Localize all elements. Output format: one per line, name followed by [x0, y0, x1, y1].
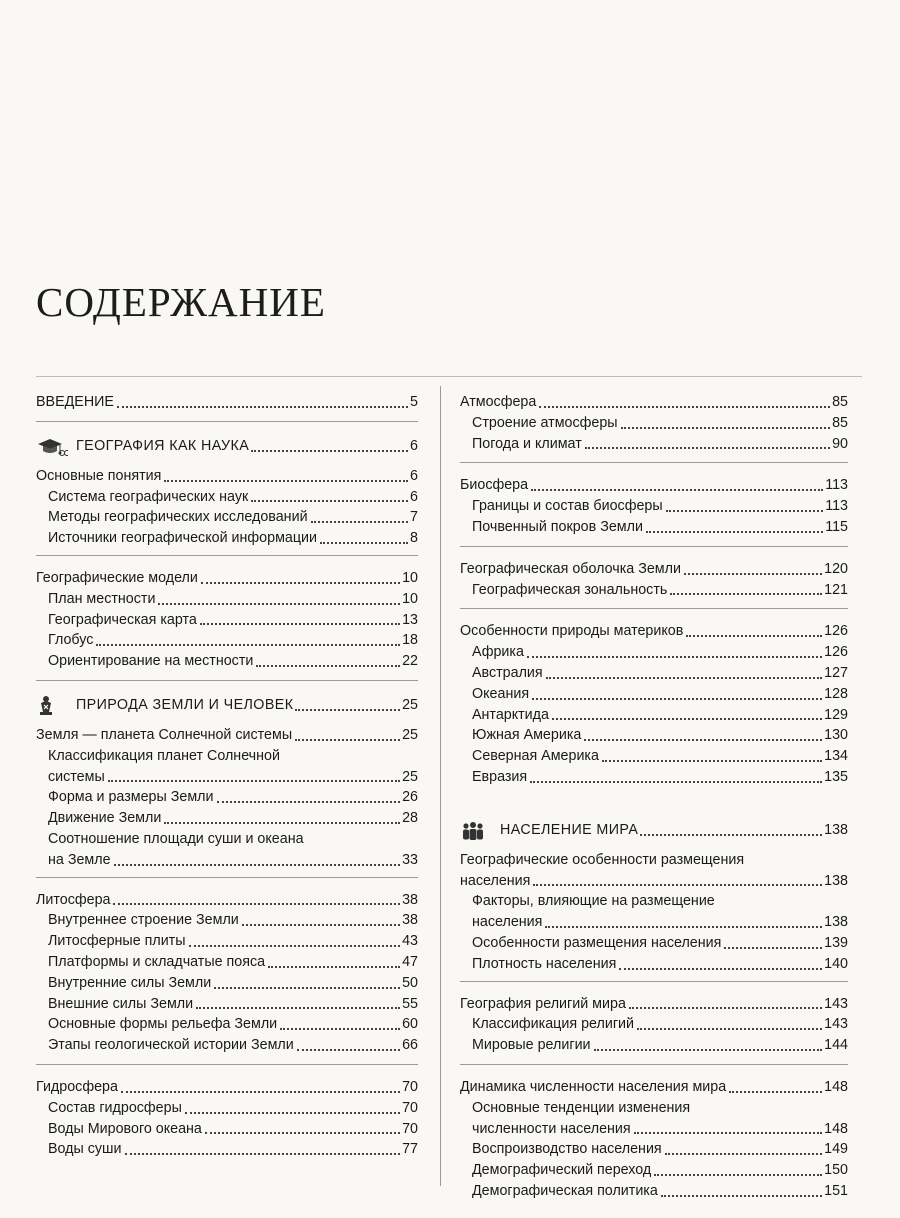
toc-subentry[interactable] [460, 746, 848, 767]
toc-page-number: 10 [402, 569, 418, 586]
toc-page-number: 85 [832, 414, 848, 431]
toc-page-number: 134 [824, 748, 848, 765]
toc-page-number: 85 [832, 394, 848, 410]
toc-entry-title: на Земле [48, 851, 111, 868]
toc-entry-title: Южная Америка [472, 727, 582, 744]
toc-entry[interactable] [36, 568, 418, 589]
toc-group-hydrosphere [36, 1073, 418, 1168]
toc-section-geography-science[interactable]: ГЕОГРАФИЯ КАК НАУКА 6 [36, 434, 418, 458]
dot-leader [311, 521, 408, 523]
toc-page-number: 135 [824, 768, 848, 785]
dot-leader [113, 903, 400, 905]
dot-leader [295, 739, 400, 741]
dot-leader [634, 1132, 822, 1134]
toc-entry-title: Движение Земли [48, 810, 162, 827]
toc-page-number: 6 [410, 467, 418, 484]
toc-subentry[interactable] [36, 507, 418, 528]
toc-entry-line[interactable]: Географические особенности размещения [460, 851, 745, 868]
dot-leader [729, 1091, 822, 1093]
toc-entry-title: Литосфера [36, 891, 111, 908]
toc-subentry[interactable] [460, 1160, 848, 1181]
toc-page-number: 47 [402, 953, 418, 970]
toc-subentry[interactable] [460, 725, 848, 746]
toc-entry[interactable] [460, 1077, 848, 1098]
dot-leader [251, 450, 408, 452]
toc-page-number: 138 [824, 872, 848, 889]
toc-entry-title: Основные понятия [36, 467, 162, 484]
dot-leader [251, 500, 408, 502]
toc-entry-title: Гидросфера [36, 1078, 118, 1095]
dot-leader [531, 489, 823, 491]
toc-entry-title: Географическая оболочка Земли [460, 560, 681, 577]
dot-leader [585, 447, 830, 449]
toc-subentry[interactable] [36, 952, 418, 973]
toc-entry-title: Северная Америка [472, 748, 599, 765]
toc-page-number: 33 [402, 851, 418, 868]
dot-leader [629, 1007, 822, 1009]
toc-page-number: 13 [402, 611, 418, 628]
toc-entry-title: Особенности размещения населения [472, 934, 722, 951]
toc-subentry[interactable] [460, 663, 848, 684]
toc-subentry-line[interactable]: Соотношение площади суши и океана [48, 830, 304, 847]
toc-entry-title: Демографический переход [472, 1162, 652, 1179]
dot-leader [545, 926, 822, 928]
toc-page-number: 38 [402, 891, 418, 908]
toc-subentry-line[interactable]: Факторы, влияющие на размещение [472, 893, 715, 910]
dot-leader [532, 698, 822, 700]
toc-page-number: 43 [402, 933, 418, 950]
toc-subentry[interactable] [36, 1014, 418, 1035]
toc-subentry[interactable] [460, 434, 848, 455]
toc-subentry[interactable] [460, 912, 848, 933]
toc-page-number: 7 [410, 509, 418, 526]
toc-subentry[interactable] [36, 528, 418, 549]
chess-pieces-icon [36, 695, 68, 717]
toc-subentry[interactable] [36, 787, 418, 808]
dot-leader [108, 780, 400, 782]
toc-page-number: 139 [824, 934, 848, 951]
toc-subentry[interactable] [36, 910, 418, 931]
dot-leader [552, 718, 822, 720]
toc-entry-title: Биосфера [460, 477, 529, 494]
toc-entry-title: Методы географических исследований [48, 509, 308, 526]
toc-group-continents [460, 617, 848, 795]
toc-group-earth-planet [36, 725, 418, 878]
dot-leader [125, 1153, 401, 1155]
toc-subentry-line[interactable]: Классификация планет Солнечной [48, 747, 280, 764]
dot-leader [280, 1028, 400, 1030]
toc-entry[interactable] [460, 871, 848, 892]
toc-group-geographic-envelope [460, 555, 848, 610]
toc-subentry[interactable] [36, 651, 418, 672]
toc-page-number: 66 [402, 1037, 418, 1054]
dot-leader [546, 677, 823, 679]
toc-subentry[interactable] [36, 630, 418, 651]
dot-leader [201, 582, 400, 584]
dot-leader [533, 884, 822, 886]
toc-subentry[interactable] [36, 931, 418, 952]
toc-page-number: 90 [832, 435, 848, 452]
toc-entry-title: Система географических наук [48, 488, 249, 505]
toc-entry-title: Демографическая политика [472, 1182, 658, 1199]
toc-entry-title: Погода и климат [472, 435, 582, 452]
dot-leader [686, 635, 822, 637]
toc-subentry[interactable] [36, 589, 418, 610]
toc-entry-title: Основные формы рельефа Земли [48, 1016, 278, 1033]
toc-group-geographic-models [36, 564, 418, 681]
toc-entry-title: Географические модели [36, 569, 198, 586]
dot-leader [584, 739, 822, 741]
toc-entry-title: Мировые религии [472, 1037, 591, 1054]
toc-entry-title: Особенности природы материков [460, 623, 684, 640]
toc-entry-title: Строение атмосферы [472, 414, 618, 431]
dot-leader [217, 801, 401, 803]
toc-section-world-population[interactable]: НАСЕЛЕНИЕ МИРА 138 [460, 818, 848, 842]
toc-page-number: 26 [402, 789, 418, 806]
toc-entry[interactable] [36, 466, 418, 487]
toc-group-population-dynamics [460, 1073, 848, 1210]
toc-subentry[interactable] [36, 610, 418, 631]
dot-leader [185, 1112, 400, 1114]
toc-subentry[interactable] [460, 1119, 848, 1140]
toc-entry-title: Ориентирование на местности [48, 653, 254, 670]
toc-subentry[interactable] [36, 994, 418, 1015]
toc-entry[interactable] [36, 392, 418, 413]
toc-entry-title: ВВЕДЕНИЕ [36, 394, 114, 410]
toc-entry-title: Земля — планета Солнечной системы [36, 726, 293, 743]
toc-entry-title: Внешние силы Земли [48, 995, 194, 1012]
toc-page-number: 148 [824, 1078, 848, 1095]
toc-entry-title: Внутренние силы Земли [48, 974, 212, 991]
dot-leader [527, 656, 822, 658]
dot-leader [114, 864, 401, 866]
toc-group-basic-concepts [36, 466, 418, 556]
toc-subentry[interactable] [36, 1119, 418, 1140]
toc-entry-title: населения [460, 872, 531, 889]
toc-page-number: 127 [824, 664, 848, 681]
toc-page-number: 70 [402, 1078, 418, 1095]
toc-entry-title: численности населения [472, 1120, 631, 1137]
toc-page-number: 126 [824, 623, 848, 640]
toc-entry-title: Воспроизводство населения [472, 1141, 662, 1158]
toc-group-population-distribution [460, 850, 848, 982]
toc-entry-title: Воды суши [48, 1141, 122, 1158]
toc-subentry[interactable] [460, 517, 848, 538]
toc-page-number: 55 [402, 995, 418, 1012]
toc-page-number: 138 [824, 914, 848, 931]
dot-leader [196, 1007, 400, 1009]
toc-subentry[interactable] [460, 1035, 848, 1056]
toc-section-nature-and-man[interactable]: ПРИРОДА ЗЕМЛИ И ЧЕЛОВЕК 25 [36, 693, 418, 717]
dot-leader [200, 623, 400, 625]
dot-leader [666, 510, 824, 512]
toc-entry-title: Африка [472, 644, 524, 661]
dot-leader [594, 1049, 823, 1051]
toc-page-number: 115 [825, 518, 848, 535]
toc-subentry[interactable] [36, 1035, 418, 1056]
toc-page-number: 22 [402, 653, 418, 670]
toc-page-number: 50 [402, 974, 418, 991]
toc-entry[interactable] [460, 994, 848, 1015]
toc-entry[interactable] [460, 559, 848, 580]
toc-entry[interactable] [460, 392, 848, 413]
toc-page-number: 121 [824, 581, 848, 598]
toc-group-atmosphere [460, 388, 848, 463]
dot-leader [297, 1049, 400, 1051]
toc-entry-title: Воды Мирового океана [48, 1120, 202, 1137]
toc-entry[interactable] [460, 621, 848, 642]
graduation-cap-icon [36, 436, 68, 458]
toc-page-number: 143 [824, 995, 848, 1012]
toc-entry[interactable] [36, 890, 418, 911]
toc-entry-title: Форма и размеры Земли [48, 789, 214, 806]
dot-leader [637, 1028, 822, 1030]
dot-leader [214, 987, 400, 989]
toc-entry[interactable] [36, 1077, 418, 1098]
dot-leader [117, 406, 408, 408]
toc-entry-title: Литосферные плиты [48, 933, 186, 950]
toc-entry-title: Границы и состав биосферы [472, 498, 663, 515]
toc-page-number: 130 [824, 727, 848, 744]
toc-page-number: 149 [824, 1141, 848, 1158]
toc-page-number: 70 [402, 1099, 418, 1116]
dot-leader [646, 531, 823, 533]
toc-subentry-line[interactable]: Основные тенденции изменения [472, 1099, 691, 1116]
toc-subentry[interactable] [36, 973, 418, 994]
toc-group-religions [460, 990, 848, 1065]
toc-entry-title: Географическая зональность [472, 581, 668, 598]
toc-entry-title: Глобус [48, 632, 94, 649]
toc-page-number: 25 [402, 726, 418, 743]
toc-page-number: 144 [824, 1037, 848, 1054]
dot-leader [320, 542, 408, 544]
dot-leader [539, 406, 830, 408]
dot-leader [189, 945, 401, 947]
toc-page-number: 70 [402, 1120, 418, 1137]
toc-subentry[interactable] [36, 1098, 418, 1119]
dot-leader [242, 924, 400, 926]
toc-group-biosphere [460, 471, 848, 546]
toc-entry[interactable] [36, 725, 418, 746]
toc-left-column [36, 388, 418, 1176]
toc-page-number: 8 [410, 530, 418, 547]
toc-subentry[interactable] [460, 496, 848, 517]
toc-group-lithosphere [36, 886, 418, 1065]
dot-leader [665, 1153, 822, 1155]
toc-subentry[interactable] [460, 642, 848, 663]
toc-group-intro [36, 388, 418, 422]
toc-entry-title: системы [48, 768, 105, 785]
dot-leader [640, 834, 822, 836]
dot-leader [621, 427, 831, 429]
dot-leader [684, 573, 822, 575]
toc-subentry[interactable] [460, 580, 848, 601]
toc-page-number: 129 [824, 706, 848, 723]
toc-entry-title: Географическая карта [48, 611, 197, 628]
dot-leader [121, 1091, 400, 1093]
toc-entry-title: Атмосфера [460, 394, 537, 410]
column-divider [440, 386, 441, 1186]
dot-leader [256, 665, 400, 667]
toc-entry-title: Состав гидросферы [48, 1099, 182, 1116]
toc-entry-title: География религий мира [460, 995, 626, 1012]
toc-page-number: 28 [402, 810, 418, 827]
toc-page-number: 113 [825, 477, 848, 494]
toc-page-number: 60 [402, 1016, 418, 1033]
toc-page-number: 148 [824, 1120, 848, 1137]
toc-entry-title: Источники географической информации [48, 530, 318, 547]
dot-leader [530, 781, 822, 783]
toc-page-number: 126 [824, 644, 848, 661]
dot-leader [205, 1132, 400, 1134]
toc-entry-title: Внутреннее строение Земли [48, 912, 239, 929]
dot-leader [164, 480, 408, 482]
dot-leader [670, 593, 822, 595]
toc-subentry[interactable] [460, 933, 848, 954]
toc-subentry[interactable] [460, 705, 848, 726]
toc-right-column [460, 388, 848, 1218]
dot-leader [164, 822, 400, 824]
toc-subentry[interactable] [460, 767, 848, 788]
people-icon [460, 820, 492, 842]
toc-page-number: 140 [824, 955, 848, 972]
toc-subentry[interactable] [460, 1014, 848, 1035]
toc-page-number: 128 [824, 685, 848, 702]
toc-subentry[interactable] [460, 954, 848, 975]
toc-subentry[interactable] [36, 808, 418, 829]
toc-page-number: 151 [824, 1182, 848, 1199]
toc-entry-title: Океания [472, 685, 530, 702]
toc-page-number: 150 [824, 1162, 848, 1179]
toc-subentry[interactable] [460, 1139, 848, 1160]
dot-leader [654, 1174, 822, 1176]
toc-page-number: 113 [825, 498, 848, 515]
top-divider [36, 376, 862, 377]
toc-page-number: 120 [824, 560, 848, 577]
toc-subentry[interactable] [460, 1181, 848, 1202]
toc-subentry[interactable] [36, 767, 418, 788]
toc-subentry[interactable] [36, 1139, 418, 1160]
toc-page-number: 143 [824, 1016, 848, 1033]
toc-subentry[interactable] [460, 413, 848, 434]
toc-subentry[interactable] [460, 684, 848, 705]
dot-leader [268, 966, 400, 968]
toc-entry-title: Австралия [472, 664, 543, 681]
toc-page-number: 38 [402, 912, 418, 929]
toc-entry-title: населения [472, 914, 543, 931]
toc-page-number: 18 [402, 632, 418, 649]
dot-leader [96, 644, 400, 646]
toc-entry-title: План местности [48, 590, 156, 607]
toc-page-number: 77 [402, 1141, 418, 1158]
toc-subentry[interactable] [36, 487, 418, 508]
dot-leader [295, 709, 400, 711]
toc-entry-title: Почвенный покров Земли [472, 518, 643, 535]
page-title: СОДЕРЖАНИЕ [36, 279, 326, 325]
toc-page-number: 6 [410, 488, 418, 505]
toc-entry[interactable] [460, 475, 848, 496]
toc-page-number: 25 [402, 768, 418, 785]
toc-entry-title: Классификация религий [472, 1016, 635, 1033]
toc-subentry[interactable] [36, 850, 418, 871]
toc-page-number: 10 [402, 590, 418, 607]
dot-leader [602, 760, 822, 762]
toc-entry-title: Динамика численности населения мира [460, 1078, 727, 1095]
dot-leader [661, 1195, 822, 1197]
toc-page-number: 5 [410, 394, 418, 410]
toc-entry-title: Евразия [472, 768, 528, 785]
toc-entry-title: Платформы и складчатые пояса [48, 953, 266, 970]
dot-leader [724, 947, 822, 949]
dot-leader [158, 603, 400, 605]
dot-leader [619, 968, 822, 970]
toc-entry-title: Плотность населения [472, 955, 617, 972]
toc-entry-title: Антарктида [472, 706, 549, 723]
toc-entry-title: Этапы геологической истории Земли [48, 1037, 294, 1054]
